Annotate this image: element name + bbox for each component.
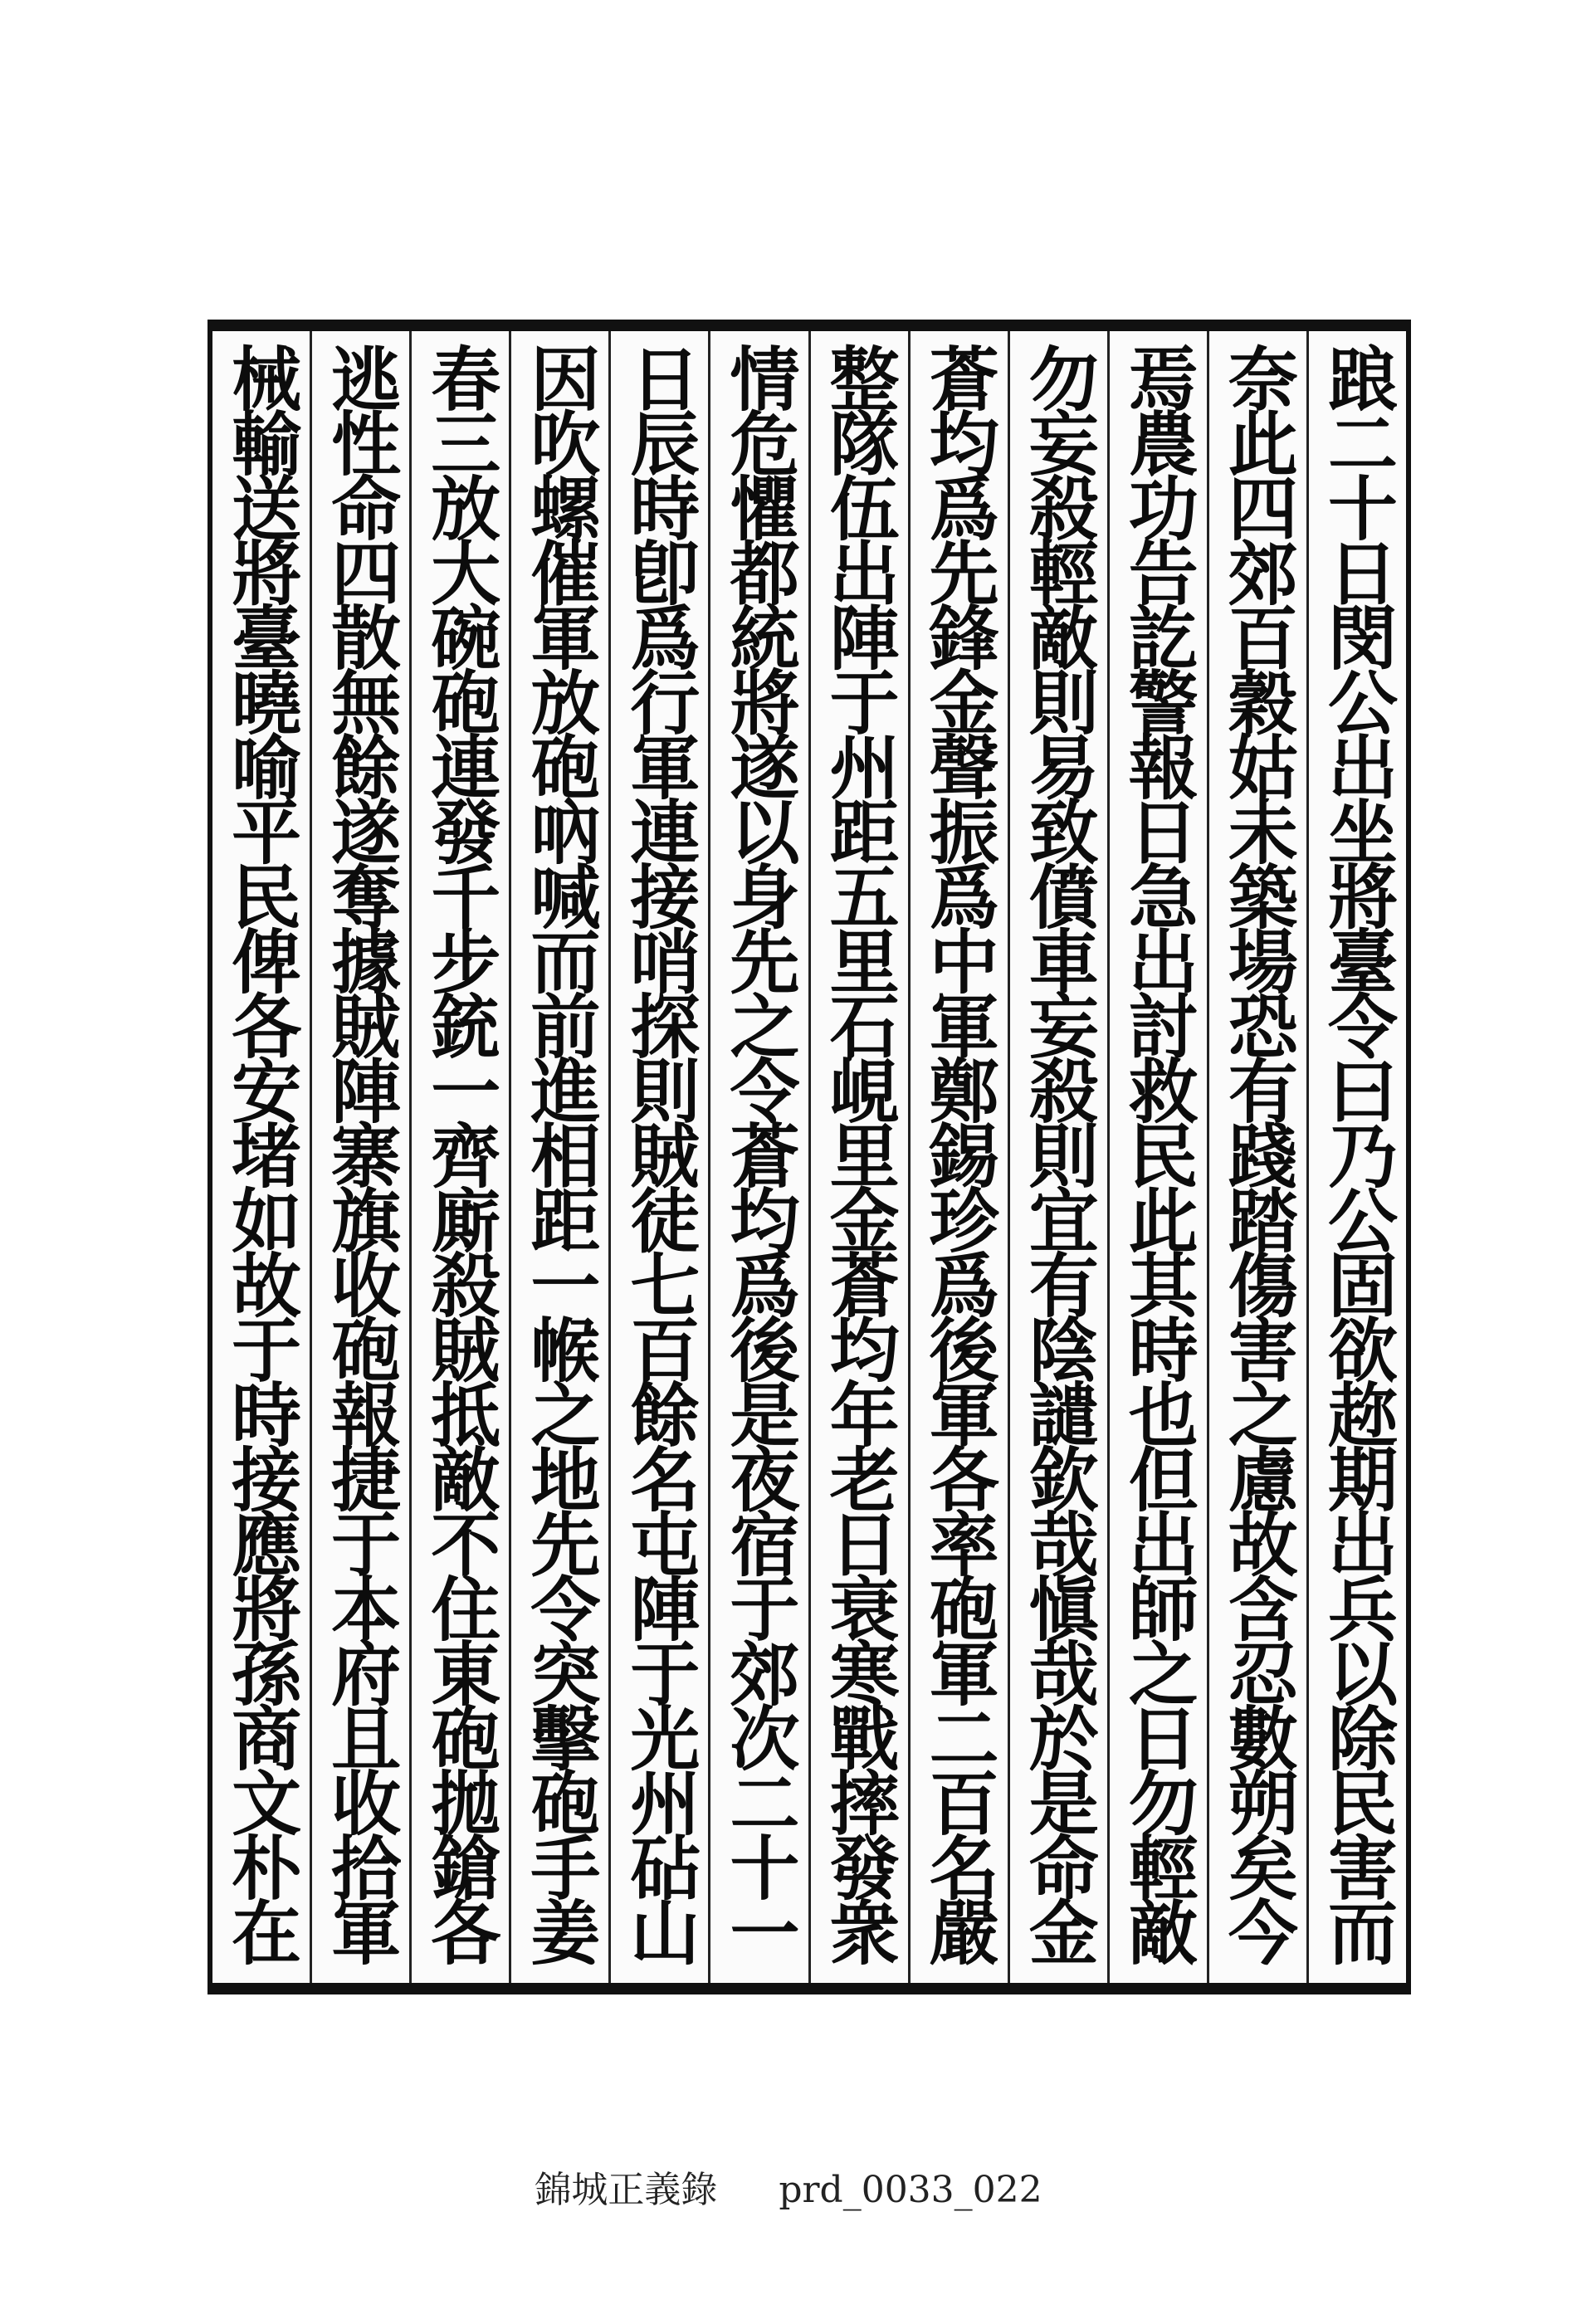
page-id: prd_0033_022 bbox=[779, 2169, 1042, 2211]
text-column-3 bbox=[1107, 331, 1207, 1983]
text-column-1 bbox=[1306, 331, 1406, 1983]
book-title: 錦城正義錄 bbox=[535, 2169, 718, 2211]
column-text: 逃性命四散無餘遂奪據賊陣寨旗收砲報捷于本府且收拾軍 bbox=[320, 343, 403, 1961]
column-text: 整隊伍出陣于州距五里石峴里金蒼均年老日衰寒戰摔發衆 bbox=[818, 343, 901, 1961]
column-text: 焉農功告訖警報日急出討救民此其時也但出師之日勿輕敵 bbox=[1117, 343, 1200, 1961]
text-column-12 bbox=[212, 331, 310, 1983]
text-column-5 bbox=[908, 331, 1008, 1983]
column-text: 因吹螺催軍放砲吶喊而前進相距一帿之地先令突擊砲手姜 bbox=[519, 343, 602, 1961]
column-text: 械輸送將臺曉喻平民俾各安堵如故于時接應將孫商文朴在 bbox=[220, 343, 303, 1961]
text-column-11 bbox=[310, 331, 409, 1983]
column-text: 日辰時卽爲行軍連接哨探則賊徒七百餘名屯陣于光州砧山 bbox=[618, 343, 701, 1961]
column-text: 勿妄殺輕敵則易致僨車妄殺則宜有陰譴欽哉愼哉於是命金 bbox=[1018, 343, 1101, 1961]
text-column-4 bbox=[1008, 331, 1107, 1983]
text-column-10 bbox=[409, 331, 509, 1983]
column-text: 情危懼都統將遂以身先之令蒼均爲後是夜宿于郊次二十一 bbox=[718, 343, 801, 1961]
text-column-7 bbox=[708, 331, 808, 1983]
column-text: 春三放大碗砲連發千步銃一齊廝殺賊抵敵不住東砲拋鎗各 bbox=[419, 343, 502, 1961]
text-column-9 bbox=[509, 331, 608, 1983]
text-column-6 bbox=[808, 331, 908, 1983]
column-text: 奈此四郊百穀姑未築場恐有踐踏傷害之慮故含忍數朔矣今 bbox=[1217, 343, 1300, 1961]
text-column-2 bbox=[1207, 331, 1306, 1983]
column-text: 蒼均爲先鋒金聲振爲中軍鄭錫珍爲後軍各率砲軍二百名嚴 bbox=[918, 343, 1001, 1961]
text-column-8 bbox=[608, 331, 708, 1983]
page-footer bbox=[0, 2160, 1577, 2213]
text-block-frame bbox=[208, 320, 1411, 1994]
column-text: 踉二十日閔公出坐將臺令曰乃公固欲趂期出兵以除民害而 bbox=[1316, 343, 1399, 1961]
vertical-columns bbox=[212, 331, 1406, 1983]
